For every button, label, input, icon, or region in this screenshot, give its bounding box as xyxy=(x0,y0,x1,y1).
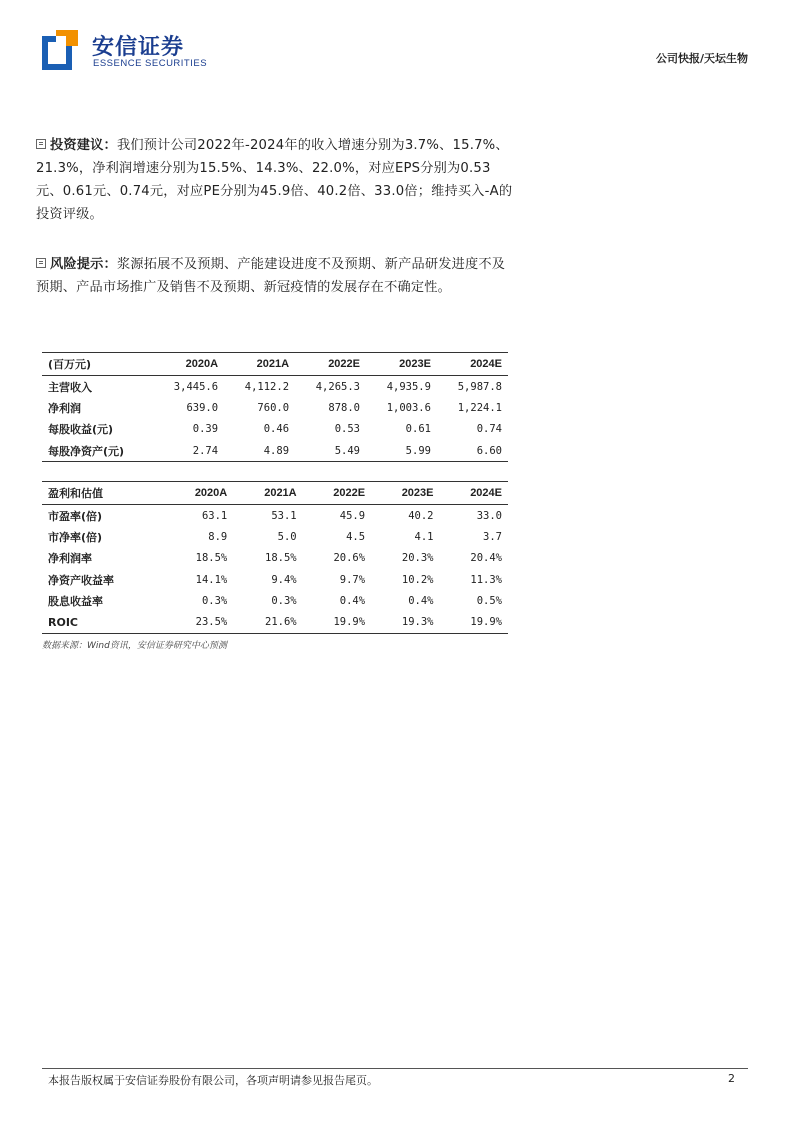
table-cell: 9.7% xyxy=(339,573,366,586)
table-header-cell: 2024E xyxy=(440,482,509,505)
table-row xyxy=(42,526,508,547)
table-cell: 1,003.6 xyxy=(386,401,431,414)
row-label: 净利润 xyxy=(48,401,81,415)
table-cell: 5.0 xyxy=(277,530,297,543)
investment-advice xyxy=(36,134,514,226)
table-cell: 3,445.6 xyxy=(173,380,219,393)
row-label: 市盈率(倍) xyxy=(48,509,103,523)
table-header-row xyxy=(42,353,508,376)
row-label: 市净率(倍) xyxy=(48,530,103,544)
valuation-table xyxy=(42,481,508,634)
table-cell: 4.5 xyxy=(346,530,366,543)
bullet-square-icon xyxy=(36,139,46,149)
table-cell: 18.5% xyxy=(195,552,228,565)
risk-label: 风险提示： xyxy=(50,257,117,272)
table-cell: 19.3% xyxy=(371,611,439,633)
table-cell: 19.9% xyxy=(440,611,509,633)
table-cell: 639.0 xyxy=(186,401,219,414)
table-cell: 0.4% xyxy=(408,594,434,607)
logo-chinese-text: 安信证券 xyxy=(92,35,185,60)
logo-english-text: ESSENCE SECURITIES xyxy=(93,58,208,69)
table-cell: 0.4% xyxy=(339,594,366,607)
table-header-cell: 2022E xyxy=(295,353,366,376)
table-cell: 19.9% xyxy=(303,611,371,633)
table-cell: 3.7 xyxy=(483,530,502,543)
table-cell: 4,935.9 xyxy=(386,380,431,393)
footer-disclaimer: 本报告版权属于安信证券股份有限公司，各项声明请参见报告尾页。 xyxy=(48,1074,378,1087)
row-label: 股息收益率 xyxy=(48,594,103,608)
table-cell: 2.74 xyxy=(153,440,224,462)
table-cell: 33.0 xyxy=(476,509,502,522)
page-number: 2 xyxy=(728,1072,735,1085)
table-cell: 20.6% xyxy=(333,552,366,565)
table-cell: 20.3% xyxy=(401,552,434,565)
table-cell: 1,224.1 xyxy=(457,401,502,414)
table-cell: 5.49 xyxy=(295,440,366,462)
table-cell: 4.1 xyxy=(414,530,434,543)
table-row xyxy=(42,376,508,398)
table-row xyxy=(42,611,508,633)
row-label: 每股净资产(元) xyxy=(42,440,153,462)
table-header-cell: 2023E xyxy=(371,482,439,505)
table-row xyxy=(42,419,508,440)
data-source-note: 数据来源：Wind资讯，安信证券研究中心预测 xyxy=(42,641,227,651)
table-cell: 20.4% xyxy=(470,552,502,565)
table-cell: 14.1% xyxy=(195,573,228,586)
table-cell: 11.3% xyxy=(470,573,502,586)
table-cell: 53.1 xyxy=(271,509,297,522)
table-cell: 63.1 xyxy=(201,509,228,522)
table-cell: 878.0 xyxy=(328,401,360,414)
table-row xyxy=(42,569,508,590)
table-header-row xyxy=(42,482,508,505)
table-cell: 5.99 xyxy=(366,440,437,462)
table-header-cell: 2020A xyxy=(164,482,233,505)
row-label: ROIC xyxy=(42,611,164,633)
table-header-cell: 2020A xyxy=(153,353,224,376)
table-cell: 40.2 xyxy=(408,509,434,522)
table-cell: 0.53 xyxy=(334,423,360,436)
table-cell: 0.5% xyxy=(476,594,502,607)
table-cell: 4,112.2 xyxy=(244,380,290,393)
table-header-cell: (百万元) xyxy=(42,353,153,376)
footer-divider xyxy=(42,1068,748,1069)
table-cell: 18.5% xyxy=(265,552,297,565)
investment-label: 投资建议： xyxy=(50,138,117,153)
row-label: 主营收入 xyxy=(48,380,92,394)
row-label: 净利润率 xyxy=(48,552,92,566)
table-cell: 0.46 xyxy=(263,423,290,436)
table-cell: 5,987.8 xyxy=(457,380,502,393)
row-label: 净资产收益率 xyxy=(48,573,114,587)
table-cell: 0.74 xyxy=(476,423,502,436)
bullet-square-icon xyxy=(36,258,46,268)
table-cell: 8.9 xyxy=(208,530,228,543)
table-cell: 23.5% xyxy=(164,611,233,633)
table-row xyxy=(42,440,508,462)
table-header-cell: 2022E xyxy=(303,482,371,505)
table-cell: 0.39 xyxy=(192,423,219,436)
table-header-cell: 2021A xyxy=(224,353,295,376)
table-header-cell: 2021A xyxy=(233,482,302,505)
investment-text: 我们预计公司2022年-2024年的收入增速分别为3.7%、15.7%、21.3%，净利润增速分别为15.5%、14.3%、22.0%，对应EPS分别为0.53元、0.61元、0.74元，对应PE分别为45.9倍、40.2倍、33.0倍；维持买入-A的投资评级。 xyxy=(36,138,513,222)
table-row xyxy=(42,505,508,527)
table-row xyxy=(42,548,508,569)
company-logo xyxy=(42,30,208,72)
table-row xyxy=(42,397,508,418)
table-cell: 0.61 xyxy=(405,423,431,436)
table-cell: 10.2% xyxy=(401,573,434,586)
table-cell: 0.3% xyxy=(201,594,228,607)
table-cell: 9.4% xyxy=(271,573,297,586)
financial-summary-table xyxy=(42,352,508,462)
table-cell: 6.60 xyxy=(437,440,508,462)
table-header-cell: 盈利和估值 xyxy=(42,482,164,505)
risk-warning xyxy=(36,253,514,299)
table-header-cell: 2024E xyxy=(437,353,508,376)
table-cell: 760.0 xyxy=(257,401,290,414)
risk-text: 浆源拓展不及预期、产能建设进度不及预期、新产品研发进度不及预期、产品市场推广及销售不及预期、新冠疫情的发展存在不确定性。 xyxy=(36,257,506,295)
table-cell: 4.89 xyxy=(224,440,295,462)
table-header-cell: 2023E xyxy=(366,353,437,376)
report-type: 公司快报/天坛生物 xyxy=(655,52,748,65)
essence-logo-icon xyxy=(42,30,78,70)
table-cell: 45.9 xyxy=(339,509,366,522)
table-row xyxy=(42,590,508,611)
table-cell: 0.3% xyxy=(271,594,297,607)
table-cell: 4,265.3 xyxy=(315,380,360,393)
table-cell: 21.6% xyxy=(233,611,302,633)
row-label: 每股收益(元) xyxy=(48,423,114,437)
